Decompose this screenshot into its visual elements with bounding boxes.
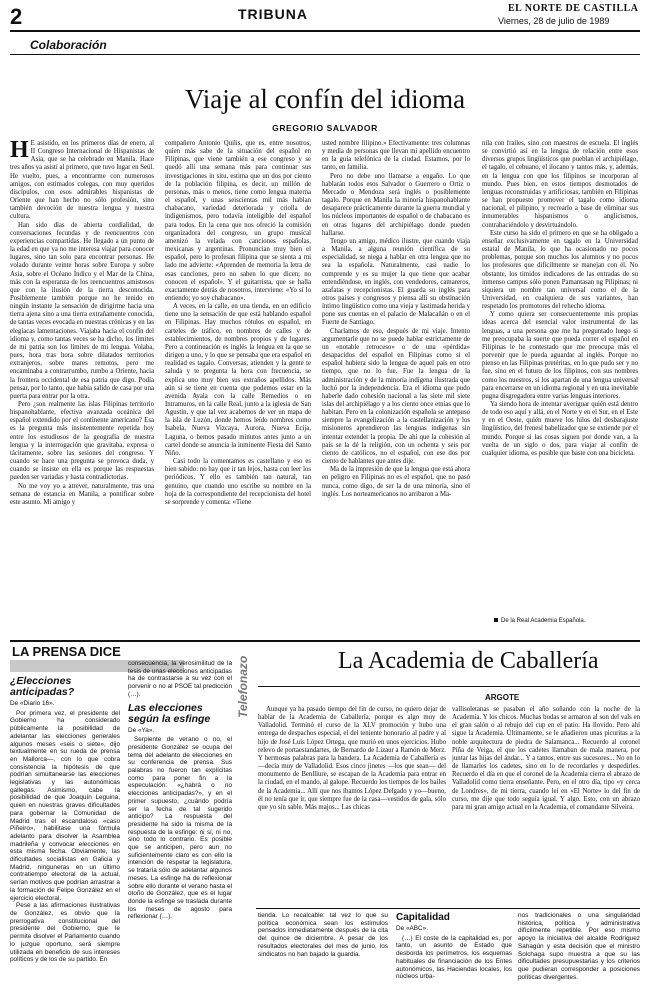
bottom-rule (256, 908, 640, 909)
prensa-continuation (258, 912, 388, 994)
paragraph: nos tradicionales o una singularidad histórica, política y administrativa difícilmente repetible. Por eso mismo apoyo la iniciativa del alcalde Rodríguez Sahagún y esta decisión que el ministro Solchaga supo muestra a que su las dificultades presupuestarias y los criterios que pudieran corresponder a posiciones políticas divergentes. (518, 912, 640, 981)
paragraph: No me voy yo a atrever, naturalmente, tras una semana de estancia en Manila, a pontificar sobre este asunto. Mi amigo y (10, 482, 154, 506)
bullet-icon (494, 618, 498, 622)
newspaper-name: EL NORTE DE CASTILLA (508, 3, 639, 14)
paragraph: E asistido, en los primeros días de enero, al II Congreso Internacional de Hispanistas de Asia, que se ha celebrado en Manila. Hace tres años ya asistí al primero, que tuvo lugar en Seúl. He vuelto, pues, a encontrarme con numerosos amigos, con estimados colegas, con muy queridos discípulos, con esos admirables hispanistas de Oriente que han hecho no sólo profesión, sino también devoción de nuestra lengua y nuestra cultura. (10, 140, 154, 221)
item-title: ¿Elecciones anticipadas? (10, 675, 75, 698)
academia-column-2 (452, 706, 640, 906)
vertical-label: Telefonazo (236, 655, 250, 718)
paragraph: Pero no debe uno llamarse a engaño. Lo que hablarán todos esos Salvador o Guerrero o Ortiz o Mercado o Mendoza será inglés o posiblemente tagalo. Porque en Manila la minoría hispanohablante desaparece prácticamente durante la guerra mundial y los núcleos importantes de español o de chabacano es en otras lugares del archipiélago donde pueden hallarse. (322, 172, 470, 237)
paragraph: usted nombre filipino.» Efectivamente: tres columnas y media de personas que llevan mi apellido encuentro en la guía telefónica de la ciudad. Estamos, por lo tanto, en familia. (322, 140, 470, 172)
prensa-item-2 (128, 660, 232, 992)
paragraph: compañero Antonio Quilis, que es, entre nosotros, quien más sabe de la situación del español en Filipinas, que viene también a ese congreso y se quedó allí una semana más para continuar sus investigaciones in situ, estima que un dos por ciento de la población filipina, es decir, un millón de personas, más o menos, tiene como lengua materna el español, y unas seiscientas mil más hablan chabacano, variedad deteriorada y criolla de indigenismos, pero todavía inteligible del español para todos. En la cena que nos ofreció la comisión organizadora del congreso, un grupo musical amenizó la velada con canciones españolas, mexicanas y argentinas. Pronuncian muy bien el español, pero lo profesan filipina que se sienta a mi lado me advierte: «Aprenden de memoria la letra de esas canciones, pero no saben lo que dicen; no conocen el español». Y el guitarrista, que se halla exactamente detrás de nosotros, interviene: «Yo sí lo entiendo; yo soy chabacano». (165, 140, 311, 302)
paragraph: Han sido días de abierta cordialidad, de conversaciones fecundas y de reencuentros con experiencias compartidas. He llegado a un punto de la edad en que ya no me interesa viajar para conocer lugares, sino tan solo para encontrar personas. He volado durante veinte horas sobre Europa y sobre Asia, sobre el Océano Índico y el Mar de la China, más con la esperanza de los reencuentros amistosos que con la ilusión de la tierra desconocida. Posiblemente también porque no he tenido en ningún instante la sensación de dirigirme hacia una tierra ajena sino a una tierra extrañamente conocida, de tantas veces evocada en nuestras crónicas y en las elegíacas lamentaciones. Viajaba hacia el confín del idioma y, como tantas veces se ha dicho, los límites de mi patria son los límites de mi lengua. Volaba, pues, hora tras hora sobre dilatados territorios extranjeros, sobre mares remotos, pero me encaminaba a contrarrumbo, rumbo a Oriente, hacia la frontera occidental de esa patria que digo. Podía pensar, por lo tanto, que había salido de casa por una puerta para entrar por la otra. (10, 221, 154, 400)
prensa-section-title: LA PRENSA DICE (12, 644, 121, 659)
item-body: (…) El coste de la capitalidad es, por tanto, un asunto de Estado que desborda los perímetros, los esquemas habituales de financiación de los Entes autonómicos, las Haciendas locales, los núcleos urba- (396, 934, 512, 981)
issue-date: Viernes, 28 de julio de 1989 (498, 16, 610, 26)
paragraph: Charlamos de eso, después de mi viaje. Intento argumentarle que no se puede hablar estrictamente de un «notable retroceso» o de una «pérdida» desapacidos del español en Filipinas como si el español hubiera sido la lengua de aquel país en otro tiempo, que no lo fue. Fue la lengua de la administración y de la minoría indígena ilustrada que luchó por la independencia. Era el idioma que pudo haberle dado cohesión nacional a las siete mil siete islas del archipiélago y a los ciento once etnias que lo habitan. Pero en la colonización española se antepuso siempre la evangelización a la castellanización y los misioneros aprendieron las lenguas indígenas sin intentar extender la propia. De ahí que la cohesión al país se la dé la religión, con un ochenta y seis por ciento de católicos, no el español, con ese dos por ciento de hablantes que antes dije. (322, 327, 470, 466)
footnote: De la Real Academia Española. (494, 618, 585, 624)
byline: GREGORIO SALVADOR (272, 123, 378, 133)
item-title: Las elecciones según la esfinge (128, 701, 211, 725)
paragraph: Tengo un amigo, médico ilustre, que cuando viaja a Manila, a alguna reunión científica de su especialidad, se niega a hablar en otra lengua que no sea la española. Naturalmente, casi nadie lo comprende y es su mujer la que tiene que acabar entendiéndose, en inglés, con vendedores, camareros, azafatas y recepcionistas. El guarda su inglés para otros países y congresos y piensa allí su obstinación íntimo lingüístico como una vieja y lastimada herida y pone sus cuentas en el palacio de Malacañán o en el Fuerte de Santiago. (322, 237, 470, 327)
right-continuation (518, 912, 640, 994)
article-column-2 (165, 140, 311, 642)
paragraph: tienda. Lo recalcable: tal vez lo que su política económica sean los estímulos pensados inmediatamente después de la cita del quince de diciembre. A pesar de los resultados electorales del mes de junio, los sindicatos no han bajado la guardia. (258, 912, 388, 958)
header-rule (10, 30, 640, 32)
item-source: De «Ya». (128, 726, 155, 734)
paragraph: Aunque ya ha pasado tiempo del fin de curso, no quiero dejar de hablar de la Academia de Caballería, porque es algo muy de Valladolid. Terminó el curso de la XLV promoción y hubo una entrega de despachos especial, el del teniente honorario al padre y al hijo de José Luis López Ortega, que murió en unos ejercicios. Hubo relevo de portaestandartes, de Bernardo de Lizaur a Ramón de Merz. Y hermosas palabras para la bandera. La Academia de Caballería es —decía muy de Valladolid. Esos cinco jinetes —los que sean— del monumento de Benlliure, se escapan de la Academia para entrar en la ciudad, en el mando, al galope. Recuerdo los tiempos de los bailes de la Academia... Allí que nos íbamos López Delgado y yo—bueno, él no tenía que ir, que siempre fue de la casa—vestidos de gala, sólo que yo sin sable. Más majos... Las chicas (258, 706, 446, 811)
prensa-item-1 (10, 676, 120, 990)
paragraph: nila con frailes, sino con maestros de escuela. El inglés se convirtió así en la lengua de relación entre esos diversos grupos lingüísticos que pueblan el archipiélago, el tagalo, el cebuano, el ilocano y tantos más, y, además, en la lengua con que los filipinos se incorporan al mundo. Pues bien, en estos tiempos desmotados de lenguas reconstruidas y artificiosas, también en Filipinas se han propuesto promover el tagalo como idioma nacional, el pilipino, y recrearlo a base de eliminar sus innumerables hispanismos o anglicismos, contrahaciéndolo y desvirtuándolo. (482, 140, 638, 229)
paragraph: Ya siendo hora de intentar averiguar quién está dentro de todo eso aquí y allá, en el Norte y en el Sur, en el Este y en el Oeste, quién mueve los hilos del desbarajuste lingüístico, del frenesí babelizador que se extiende por el mundo. Porque si las cosas siguen por donde van, a la vuelta de un siglo o dos, para viajar al confín de cualquier idioma, es posible que baste con una bicicleta. (482, 401, 638, 457)
paragraph: Pese a las afirmaciones ilustrativas de González, es obvio que la prerrogativa constitucional del presidente del Gobierno, que le permite disolver el Parlamento cuando lo juzgue oportuno, será siempre utilizada en beneficio de sus intereses políticos y de los de su partido. En (10, 902, 120, 964)
item-title: Capitalidad (396, 912, 450, 923)
item-body: Serpiente de verano o no, el presidente González se ocupa del tema del adelanto de elecciones en su conferencia de prensa. Sus palabras no fueron tan explícitas como para poner fin a la especulación: «¿habrá o no elecciones anticipadas?», y en el primer supuesto, ¿cuándo podría ser la fecha de tal sugerido anticipo? La respuesta del presidente ha sido la misma de la respuesta de la esfinge: ni sí, ni no, sino todo lo contrario. Es posible que se anticipen, pero aun no suficientemente claro es con ello la intención de respetar la legislatura, se trataría sólo de adelantar algunos meses. La esfinge ha de reflexionar sobre ello durante el verano hasta el otoño de González, que es el lugar donde la esfinge se traslada durante los meses de agosto para reflexionar (…). (128, 736, 232, 921)
paragraph: Ma de la impresión de que la lengua que está ahora en peligro en Filipinas no es el español, que no pasó nunca, como digo, de ser la de una minoría, sino el inglés. Los norteamericanos no arribaron a Ma- (322, 466, 470, 498)
academia-column-1 (258, 706, 446, 906)
academia-rule (258, 686, 640, 687)
article-column-1 (10, 140, 154, 642)
section-title: TRIBUNA (238, 6, 308, 22)
section-divider (10, 640, 640, 642)
paragraph: Este curso ha sido el primero en que se ha obligado a enseñar exclusivamente en tagalo en la Universidad estatal de Manila, lo que ha ocasionado no pocos problemas, porque son muchos los alumnos y no pocos los profesores que difícilmente se manejan con él. No obstante, los tímidos indicadores de las entradas de su inmenso campus sólo ponen Pamantasan ng Pilipinas; ni siquiera un nombre tan universal como el de la Universidad, en cualquiera de sus variantes, han respetado los promotores del rehecho idioma. (482, 229, 638, 311)
article-column-3 (322, 140, 470, 642)
kicker: Colaboración (30, 38, 107, 52)
paragraph: vallisoletanas se pasaban el año soñando con la noche de la Academia. Y los chicos. Muchas bodas se armaron al son del vals en el gran salón o al rebujo del cup en el patio. Ha llovido. Pero ahí sigue la Academia. Últimamente, se le añadieron unas picuritas a la noble arquitectura de piedra de Salamanca... Recuerdo al coronel Piña de Veiga, el que los cadetes llamaban de mala manera, por juntar las hijas del ándar... Y a tantos, entre sus sucesores... No en lo de llamarles los cadetes, sino en lo de recordarles y despedirles. Recuerdo el día en que el coronel de la Academia cierra el abrazo de Valladolid como tierra enseñante. Pero, en el otro día, tipo «y cerca de Londres», de mi tierra, cuando leí en «El Norte» lo del fin de curso, me dije que todo seguía igual. Y algo. Esto, con un abrazo para mi gran amigo actual en la Academia, el comandante Silveira. (452, 706, 640, 811)
paragraph: Por primera vez, el presidente del Gobierno ha considerado públicamente la posibilidad de adelantar las elecciones generales algunos meses «seis o siete», dijo textualmente en su rueda de prensa en Mallorca—, con lo que cobra consistencia la hipótesis de que podrían simultanearse las elecciones legislativas y las autonómicas gallegas. Asimismo, cabe la posibilidad de que Joaquín Leguina, quien en nuestras graves dificultades para gobernar la Comunidad de Madrid tras el escandaloso «caso Piñeiro», habilitase una fórmula adelanto para disolver la Asamblea madrileña y convocar elecciones en esta misma fecha. Obviamente, las dificultades socialistas en Galicia y Madrid, ninguneras en un último contratiempo electoral de la actual, serían motivos que podrían arrastrar a la formación de Felipe González en el ejercicio electoral. (10, 709, 120, 902)
article-column-4 (482, 140, 638, 614)
paragraph: Y como quiera ser consecuentemente mis propias ideas acerca del esencial valor instrumental de las lenguas, a una persona que me ha preguntado luego si me preocupaba la suerte que pueda correr el español en Filipinas le he contestado que me preocupa más el porvenir que le pueda aguardar al inglés. Porque no pienso en las Filipinas pretéritas, en lo que pudo ser y no fue, sino en el futuro de los filipinos, con sus nombres como los nuestros, si los apartan de una lengua universal para encerrarse en un idioma regional y en una inevitable pugna disgregadora entre varias lenguas interiores. (482, 311, 638, 400)
item-source: De «ABC». (396, 925, 428, 932)
dropcap: H (10, 140, 29, 163)
headline: Viaje al confín del idioma (184, 84, 466, 114)
item-source: De «Diario 16». (10, 700, 55, 707)
page-number: 2 (10, 4, 23, 29)
academia-title: La Academia de Caballería (338, 648, 599, 674)
paragraph: A veces, en la calle, en una tienda, en un edificio tiene uno la sensación de que está hablando español en Filipinas. Hay muchos rótulos en español, en carteles de tráfico, en nombres de calles y de establecimientos, de nombres propios y de lugares. Pero a continuación es inglés la lengua en la que se dirigen a uno, y lo que se pensaba que era español en realidad es tagalo. Conversas, atienden y la gente te saluda y te pregunta la hora con frecuencia, se explica uno muy bien sus extraños apellidos. Más aún si se tiene en cuenta que podemos estar en la avenida Ayala con la calle Remedios o en Intramuros, en la calle Real, junto a la iglesia de San Agustín, y que tal vez acabemos de ver un mapa de la isla de Luzón, donde hemos leído nombres como Isabela, Nueva Vizcaya, Aurora, Nueva Ecija, Laguna, o hemos pasado minutos antes junto a un cartel donde se anuncia la inminente Fiesta del Santo Niño. (165, 303, 311, 457)
item-body (10, 710, 120, 990)
academia-author: ARGOTE (485, 693, 520, 702)
capitalidad-item (396, 912, 512, 994)
item-continuation: consecuencia, la verosimilitud de la tesis de unas elecciones anticipadas ha de contrastarse a su vez con el porvenir o no al PSOE tal predicción (…). (128, 660, 232, 698)
kicker-rule (10, 54, 640, 55)
paragraph: Pero ¿son realmente las islas Filipinas territorio hispanohablante, efectiva avanzada oceánica del español extendido por el continente americano? Esa es la pregunta más insistentemente repetida hoy entre los estudiosos de la geografía de nuestra lengua y la interrogación que gravitaba, expresa o tácitamente, sobre las sesiones del congreso. Y cuando se hace una pregunta se provoca duda, y cuando se insiste en ella es porque las respuestas pueden ser variadas y hasta contradictorias. (10, 401, 154, 482)
paragraph: Casi todo la comentamos es castellano y eso es bien sabido: no hay que ir tan lejos, hasta con leer los periódicos. Y ello es también tan natural, tan genuino, que cuando uno escribe su nombre en la hoja de la correspondiente del recepcionista del hotel se sorprende y comenta: «Tiene (165, 458, 311, 506)
